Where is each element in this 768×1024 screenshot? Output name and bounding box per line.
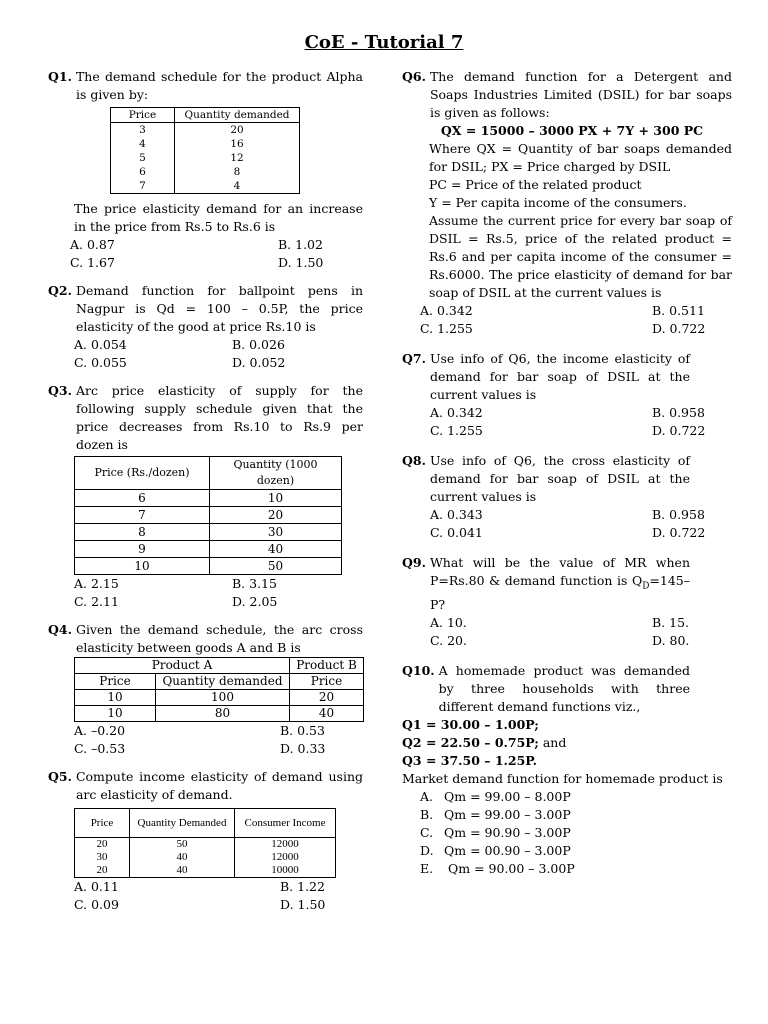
right-column [402,68,732,878]
question-1 [48,68,363,104]
household-demand-3: Q3 = 37.50 – 1.25P. [402,752,537,768]
table-header: Quantity demanded [156,674,290,690]
table-cell: 50 [210,558,342,575]
table-cell: 7 [111,179,175,194]
table-row [75,507,342,524]
option-letter: D. [420,842,434,858]
option-text: Qm = 90.00 – 3.00P [448,860,575,876]
options-row [74,896,363,914]
table-header: Quantity demanded [175,108,300,123]
options-row [74,575,363,593]
table-cell: 20 [210,507,342,524]
definition-line: Where QX = Quantity of bar soaps demanded for DSIL; PX = Price charged by DSIL [429,141,732,174]
question-number: Q8. [402,453,426,468]
question-number: Q2. [48,283,72,298]
table-cell: 20 [75,864,130,878]
table-header: Price [290,674,364,690]
table-row [75,541,342,558]
table-cell: 40 [130,864,235,878]
question-6 [402,68,732,122]
table-row [75,864,336,878]
option-a [420,788,732,806]
options-row [430,524,732,542]
question-number: Q4. [48,622,72,637]
option-letter: C. [420,824,434,840]
table-row [75,558,342,575]
option-c [420,824,732,842]
option-a: A. 0.11 [74,879,119,894]
question-text: Use info of Q6, the cross elasticity of demand for bar soap of DSIL at the current values is [429,453,690,504]
table-cell: 8 [175,165,300,179]
option-c: C. 0.09 [74,897,119,912]
question-3 [48,382,363,454]
question-number: Q9. [402,555,426,570]
table-header: Price (Rs./dozen) [75,457,210,490]
option-b: B. 0.958 [652,507,705,522]
household-demand-1: Q1 = 30.00 – 1.00P; [402,716,539,732]
option-c: C. 0.055 [74,355,127,370]
definition-line: Y = Per capita income of the consumers. [429,195,687,210]
options-row [70,236,363,254]
options-row [430,422,732,440]
question-number: Q10. [402,662,435,678]
table-header: Quantity (1000 dozen) [210,457,342,490]
option-text: Qm = 00.90 – 3.00P [444,842,571,858]
household-demand-2 [402,734,732,752]
option-e [420,860,732,878]
demand-schedule-table [110,107,300,194]
definition-line: PC = Price of the related product [429,177,642,192]
table-header: Quantity Demanded [130,809,235,838]
table-cell: 8 [75,524,210,541]
option-d: D. 2.05 [232,594,278,609]
option-d: D. 0.052 [232,355,286,370]
table-row [75,706,364,722]
table-cell: 4 [175,179,300,194]
option-b: B. 0.53 [280,723,325,738]
option-c: C. 1.255 [430,423,483,438]
option-a: A. 0.343 [430,507,483,522]
question-number: Q3. [48,383,72,398]
option-c: C. 1.255 [420,321,473,336]
option-a: A. 10. [430,614,467,630]
option-c: C. 1.67 [70,255,115,270]
option-c: C. 2.11 [74,594,119,609]
table-cell: 6 [111,165,175,179]
table-row [111,165,300,179]
option-b: B. 1.02 [278,237,323,252]
options-row [74,336,363,354]
table-cell: 10 [75,706,156,722]
options-row [74,722,363,740]
question-text: Use info of Q6, the income elasticity of demand for bar soap of DSIL at the current values is [429,351,690,402]
question-8 [402,452,732,506]
table-cell: 5 [111,151,175,165]
question-text: Arc price elasticity of supply for the following supply schedule given that the price decreases from Rs.10 to Rs.9 per dozen is [75,383,363,452]
table-group-header: Product A [75,658,290,674]
options-row [430,632,732,650]
table-row [75,490,342,507]
option-d: D. 1.50 [278,255,324,270]
option-text: Qm = 99.00 – 3.00P [444,806,571,822]
option-a: A. 0.342 [430,405,483,420]
table-row [75,851,336,864]
options-row [74,878,363,896]
option-b: B. 0.511 [652,303,705,318]
option-d: D. 1.50 [280,897,326,912]
table-cell: 10 [210,490,342,507]
question-7 [402,350,732,404]
table-cell: 80 [156,706,290,722]
options-row [74,740,363,758]
table-cell: 10 [75,558,210,575]
table-cell: 40 [130,851,235,864]
question-2 [48,282,363,336]
question-text: Demand function for ballpoint pens in Nagpur is Qd = 100 – 0.5P, the price elasticity of the good at price Rs.10 is [75,283,363,334]
question-text: The demand function for a Detergent and Soaps Industries Limited (DSIL) for bar soaps is given as follows: [429,69,732,120]
question-number: Q5. [48,769,72,784]
income-elasticity-table [74,808,336,878]
table-row [111,137,300,151]
question-5 [48,768,363,804]
table-row [111,179,300,194]
options-row [74,354,363,372]
table-cell: 20 [175,123,300,138]
options-row [70,254,363,272]
table-cell: 50 [130,838,235,852]
table-group-header: Product B [290,658,364,674]
question-number: Q1. [48,69,72,84]
table-row [75,524,342,541]
option-d: D. 80. [652,632,690,648]
table-header: Price [111,108,175,123]
table-row [75,838,336,852]
demand-equation: QX = 15000 – 3000 PX + 7Y + 300 PC [440,123,704,138]
question-number: Q6. [402,69,426,84]
question-prompt: Assume the current price for every bar soap of DSIL = Rs.5, price of the related product = Rs.6 and per capita income of the consumer = Rs.6000. The price elasticity of demand for bar soap of DSIL at the current values is [429,213,732,300]
option-letter: B. [420,806,434,822]
option-d: D. 0.722 [652,321,706,336]
demand-equation: Q2 = 22.50 – 0.75P; [402,734,539,750]
table-cell: 40 [210,541,342,558]
table-cell: 10000 [235,864,336,878]
option-b: B. 0.026 [232,337,285,352]
table-cell: 100 [156,690,290,706]
table-row [75,690,364,706]
option-b [420,806,732,824]
table-header-row [75,674,364,690]
page-title: CoE - Tutorial 7 [304,32,464,53]
table-cell: 7 [75,507,210,524]
option-c: C. 20. [430,632,467,648]
option-b: B. 0.958 [652,405,705,420]
options-row [430,614,732,632]
option-b: B. 3.15 [232,576,277,591]
table-cell: 40 [290,706,364,722]
option-text: Qm = 99.00 – 8.00P [444,788,571,804]
question-number: Q7. [402,351,426,366]
table-cell: 4 [111,137,175,151]
table-cell: 20 [290,690,364,706]
option-d: D. 0.722 [652,423,706,438]
table-cell: 9 [75,541,210,558]
left-column [48,68,363,914]
table-header-row [111,108,300,123]
table-cell: 6 [75,490,210,507]
question-text: The demand schedule for the product Alpha is given by: [75,69,363,102]
option-a: A. 2.15 [74,576,119,591]
option-a: A. 0.342 [420,303,473,318]
options-row [430,404,732,422]
question-9 [402,554,732,614]
table-cell: 3 [111,123,175,138]
table-cell: 12 [175,151,300,165]
question-prompt: Market demand function for homemade product is [402,770,723,786]
options-row [430,506,732,524]
question-text: A homemade product was demanded by three households with three different demand functions viz., [438,662,690,714]
table-cell: 10 [75,690,156,706]
supply-schedule-table [74,456,342,575]
option-c: C. –0.53 [74,741,126,756]
option-letter: A. [420,788,434,804]
option-letter: E. [420,860,434,876]
table-header: Consumer Income [235,809,336,838]
table-cell: 12000 [235,851,336,864]
conjunction: and [538,734,567,750]
question-4 [48,621,363,657]
options-row [420,302,732,320]
option-c: C. 0.041 [430,525,483,540]
table-cell: 20 [75,838,130,852]
table-group-row [75,658,364,674]
table-cell: 12000 [235,838,336,852]
option-b: B. 1.22 [280,879,325,894]
option-a: A. 0.87 [70,237,115,252]
option-d: D. 0.722 [652,525,706,540]
question-10 [402,662,732,716]
question-text-part: What will be the value of MR when P=Rs.80 & demand function is Q [429,555,690,588]
option-d: D. 0.33 [280,741,326,756]
table-cell: 16 [175,137,300,151]
cross-elasticity-table [74,657,364,722]
options-row [74,593,363,611]
question-text: Compute income elasticity of demand using arc elasticity of demand. [75,769,363,802]
option-a: A. 0.054 [74,337,127,352]
question-text-part: =145–P? [429,573,690,612]
option-b: B. 15. [652,614,690,630]
question-prompt: The price elasticity demand for an increase in the price from Rs.5 to Rs.6 is [74,201,363,234]
option-text: Qm = 90.90 – 3.00P [444,824,571,840]
table-header-row [75,809,336,838]
table-header: Price [75,809,130,838]
table-cell: 30 [210,524,342,541]
table-header-row [75,457,342,490]
question-text [430,554,732,614]
option-d [420,842,732,860]
subscript: D [642,581,650,592]
table-cell: 30 [75,851,130,864]
table-row [111,151,300,165]
option-a: A. –0.20 [74,723,126,738]
options-row [420,320,732,338]
question-text: Given the demand schedule, the arc cross elasticity between goods A and B is [75,622,363,655]
table-header: Price [75,674,156,690]
table-row [111,123,300,138]
